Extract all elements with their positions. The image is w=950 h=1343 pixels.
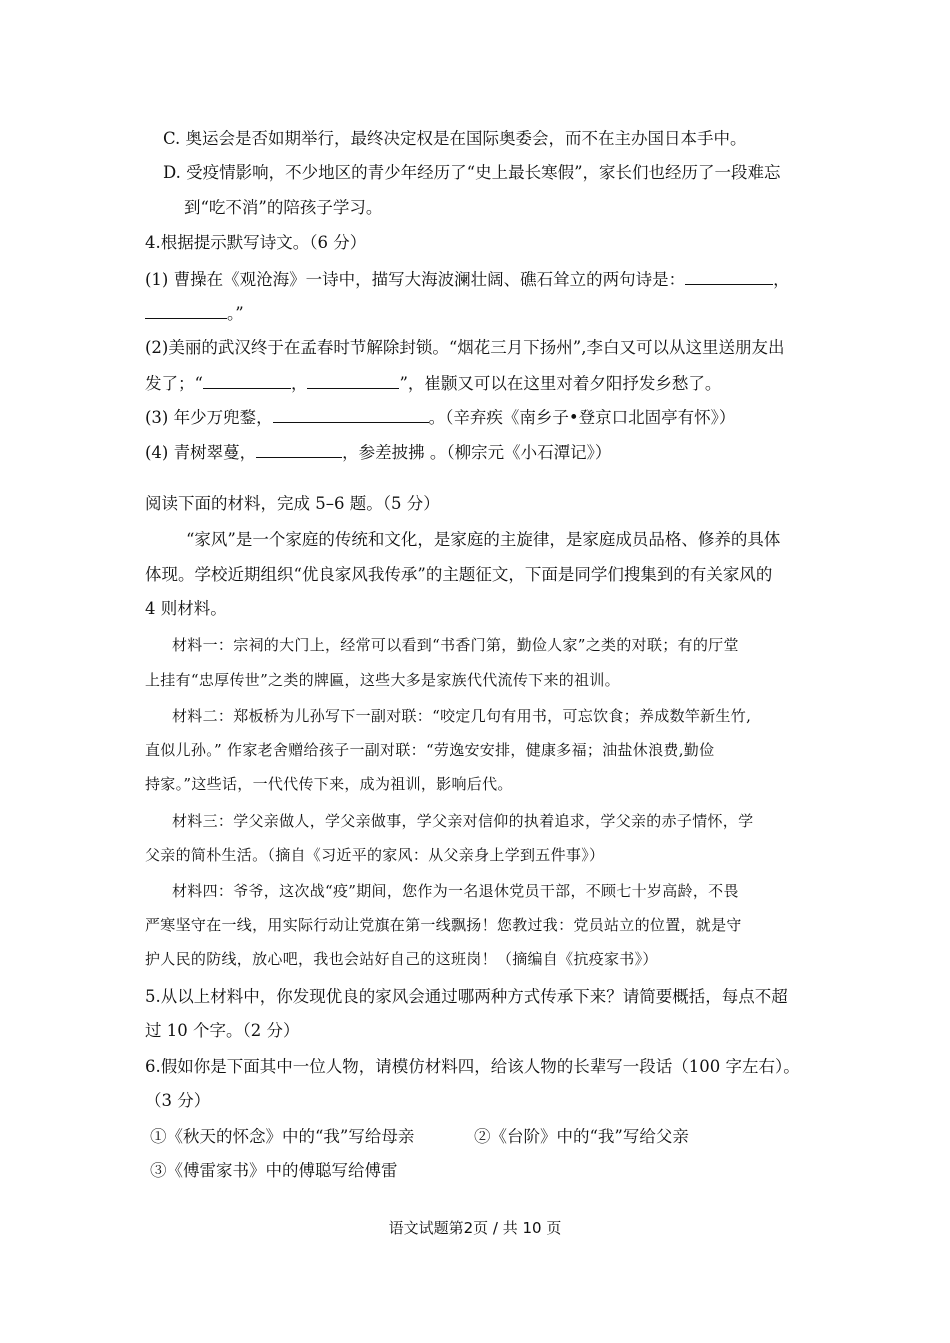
q4-p1-end: 。” (227, 304, 244, 323)
q4-p3-pre: (3) 年少万兜鍪， (145, 408, 273, 427)
q6-option-3: ③《傅雷家书》中的傅聪写给傅雷 (150, 1161, 398, 1180)
reading-intro: 阅读下面的材料，完成 5–6 题。（5 分） (145, 494, 440, 513)
q4-p2-post: ”，崔颢又可以在这里对着夕阳抒发乡愁了。 (399, 374, 722, 393)
option-c: C. 奥运会是否如期举行，最终决定权是在国际奥委会，而不在主办国日本手中。 (163, 129, 747, 148)
q5-line2: 过 10 个字。（2 分） (145, 1021, 300, 1040)
q4-title: 4.根据提示默写诗文。（6 分） (145, 233, 367, 252)
material-2-line3: 持家。”这些话，一代代传下来，成为祖训，影响后代。 (145, 775, 513, 793)
q4-p2-line1: (2)美丽的武汉终于在孟春时节解除封锁。“烟花三月下扬州”,李白又可以从这里送朋友出 (145, 338, 785, 357)
answer-blank (145, 302, 227, 319)
material-4-line2: 严寒坚守在一线，用实际行动让党旗在第一线飘扬！您教过我：党员站立的位置，就是守 (145, 916, 742, 934)
q6-line2: （3 分） (145, 1091, 211, 1110)
q4-p4-pre: (4) 青树翠蔓， (145, 443, 257, 462)
q4-p2-mid: ， (290, 374, 308, 393)
material-2-line2: 直似儿孙。” 作家老舍赠给孩子一副对联：“劳逸安安排，健康多福；油盐休浪费,勤俭 (145, 741, 715, 759)
option-d-line1: D. 受疫情影响，不少地区的青少年经历了“史上最长寒假”，家长们也经历了一段难忘 (163, 163, 781, 182)
page-footer: 语文试题第2页 / 共 10 页 (388, 1219, 562, 1237)
answer-blank (307, 372, 399, 389)
material-1-line2: 上挂有“忠厚传世”之类的牌匾，这些大多是家族代代流传下来的祖训。 (145, 671, 620, 689)
reading-para-line1: “家风”是一个家庭的传统和文化，是家庭的主旋律，是家庭成员品格、修养的具体 (186, 530, 781, 549)
q4-p1 (145, 268, 790, 291)
answer-blank (273, 406, 429, 423)
q6-option-2: ②《台阶》中的“我”写给父亲 (474, 1127, 689, 1146)
q4-p2-pre: 发了；“ (145, 374, 203, 393)
option-d-line2: 到“吃不消”的陪孩子学习。 (184, 198, 383, 217)
material-4-line1: 材料四：爷爷，这次战“疫”期间，您作为一名退休党员干部，不顾七十岁高龄，不畏 (172, 882, 739, 900)
q4-p3-post: 。（辛弃疾《南乡子•登京口北固亭有怀》） (428, 408, 736, 427)
material-3-line2: 父亲的简朴生活。（摘自《习近平的家风：从父亲身上学到五件事》） (145, 846, 605, 864)
answer-blank (203, 372, 291, 389)
q4-p1-text: (1) 曹操在《观沧海》一诗中，描写大海波澜壮阔、礁石耸立的两句诗是： (145, 270, 686, 289)
reading-para-line2: 体现。学校近期组织“优良家风我传承”的主题征文，下面是同学们搜集到的有关家风的 (145, 565, 773, 584)
material-1-line1: 材料一：宗祠的大门上，经常可以看到“书香门第，勤俭人家”之类的对联；有的厅堂 (172, 636, 739, 654)
q5-line1: 5.从以上材料中，你发现优良的家风会通过哪两种方式传承下来？请简要概括，每点不超 (145, 987, 788, 1006)
q4-p1-comma: ， (773, 270, 790, 289)
q4-p3 (145, 406, 735, 429)
q4-p1-cont (145, 302, 244, 325)
answer-blank (256, 441, 342, 458)
material-2-line1: 材料二：郑板桥为儿孙写下一副对联：“咬定几句有用书，可忘饮食；养成数竿新生竹, (172, 707, 752, 725)
q6-line1: 6.假如你是下面其中一位人物，请模仿材料四，给该人物的长辈写一段话（100 字左右）。 (145, 1057, 800, 1076)
material-4-line3: 护人民的防线，放心吧，我也会站好自己的这班岗！（摘编自《抗疫家书》） (145, 950, 658, 968)
material-3-line1: 材料三：学父亲做人，学父亲做事，学父亲对信仰的执着追求，学父亲的赤子情怀，学 (172, 812, 754, 830)
answer-blank (685, 268, 773, 285)
q4-p4-post: ，参差披拂 。（柳宗元《小石潭记》） (342, 443, 612, 462)
q4-p4 (145, 441, 611, 464)
reading-para-line3: 4 则材料。 (145, 599, 227, 618)
q4-p2-line2 (145, 372, 721, 395)
q6-option-1: ①《秋天的怀念》中的“我”写给母亲 (150, 1127, 415, 1146)
